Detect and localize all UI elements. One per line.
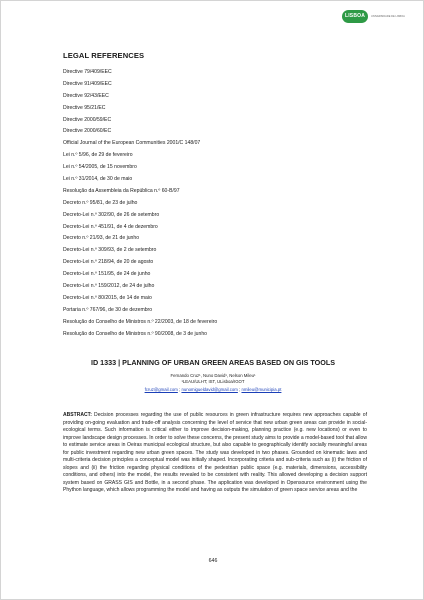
legal-reference-item: Lei n.º 5/96, de 29 de fevereiro — [63, 152, 133, 159]
abstract — [63, 412, 367, 495]
university-logo — [342, 10, 407, 23]
legal-reference-item: Official Journal of the European Communities 2001/C 148/07 — [63, 140, 201, 147]
logo-badge: LISBOA — [342, 10, 368, 23]
legal-references-list — [63, 67, 217, 340]
email-separator: ; — [177, 387, 182, 392]
legal-reference-item: Directive 2000/59/EC — [63, 116, 112, 123]
legal-reference-item: Decreto-Lei n.º 151/95, de 24 de junho — [63, 271, 151, 278]
abstract-label: ABSTRACT: — [63, 412, 92, 418]
legal-reference-item: Decreto n.º 95/81, de 23 de julho — [63, 199, 138, 206]
legal-reference-item: Resolução do Conselho de Ministros n.º 90/2008, de 3 de junho — [63, 330, 208, 337]
legal-reference-item: Resolução da Assembleia da República n.º 60-B/97 — [63, 187, 180, 194]
legal-reference-item: Directive 2000/60/EC — [63, 128, 112, 135]
abstract-text: Decision processes regarding the use of public resources in green infrastructure requires new approaches capable of providing on-going evaluation and trade-off analysis concerning the level of service that new urban green areas can provide in social-ecological terms. Such information is critical either to improve decision-making, planning practice (e.g. new locations) or even to improve landscape design processes. In order to solve these concerns, the present study aims to provide a model-based tool that allow to estimate service areas in Oeiras municipal ecological structure, but also capable to geographically identify socially meaningful areas for public investment regarding new urban green spaces. The study was developed in two phases. Grounded on kinematic laws and multi-criteria decision principles a conceptual model was initially shaped. Incorporating criteria and sub-criteria such as (i) the friction of slopes and (ii) the friction regarding physical conditions of the pedestrian public space (e.g. materials, dimensions, accessibility conditions, and others) into the model, the results revealed to be consistent with reality. This allowed developing a decision support system based on GRASS GIS and Bottle, in a second phase. The application was developed in Opensource environment using the Phython language, which allows programming the model and having as outputs the simulation of green space service areas and the — [63, 412, 367, 494]
legal-references-heading: LEGAL REFERENCES — [63, 51, 145, 60]
email-link[interactable]: nunomiguelda​vid@gmail.com — [181, 387, 238, 392]
paper-title: ID 1333 | PLANNING OF URBAN GREEN AREAS BASED ON GIS TOOLS — [90, 358, 336, 367]
legal-reference-item: Decreto-Lei n.º 451/91, de 4 de dezembro — [63, 223, 158, 230]
email-separator: ; — [237, 387, 242, 392]
paper-affiliation: ¹LEAU/ULHT; IST, ULisboa/IGOT — [181, 379, 245, 384]
legal-reference-item: Portaria n.º 767/96, de 30 de dezembro — [63, 306, 153, 313]
legal-reference-item: Directive 79/409/EEC — [63, 69, 112, 75]
legal-reference-item: Decreto n.º 21/93, de 21 de junho — [63, 235, 140, 242]
legal-reference-item: Decreto-Lei n.º 309/93, de 2 de setembro — [63, 247, 157, 254]
legal-reference-item: Decreto-Lei n.º 218/94, de 20 de agosto — [63, 259, 154, 266]
legal-reference-item: Decreto-Lei n.º 159/2012, de 24 de julho — [63, 283, 155, 290]
email-link[interactable]: nmileu@municipia.pt — [241, 387, 282, 392]
legal-reference-item: Directive 95/21/EC — [63, 104, 106, 111]
logo-text: UNIVERSIDADE DE LISBOA — [371, 14, 405, 18]
page-number: 646 — [208, 558, 218, 564]
legal-reference-item: Resolução do Conselho de Ministros n.º 22/2003, de 18 de fevereiro — [63, 318, 218, 325]
legal-reference-item: Lei n.º 31/2014, de 30 de maio — [63, 176, 133, 183]
paper-authors: Fernando Cruz¹, Nuno David¹, Nelson Mileu¹ — [170, 373, 256, 378]
legal-reference-item: Decreto-Lei n.º 302/90, de 26 de setembro — [63, 211, 160, 218]
legal-reference-item: Decreto-Lei n.º 80/2015, de 14 de maio — [63, 294, 152, 301]
author-emails — [1, 387, 424, 392]
legal-reference-item: Directive 92/43/EEC — [63, 92, 109, 99]
legal-reference-item: Lei n.º 54/2005, de 15 novembro — [63, 164, 137, 171]
email-link[interactable]: fcruz@gmail.com — [144, 387, 178, 392]
legal-reference-item: Directive 91/409/EEC — [63, 80, 112, 87]
